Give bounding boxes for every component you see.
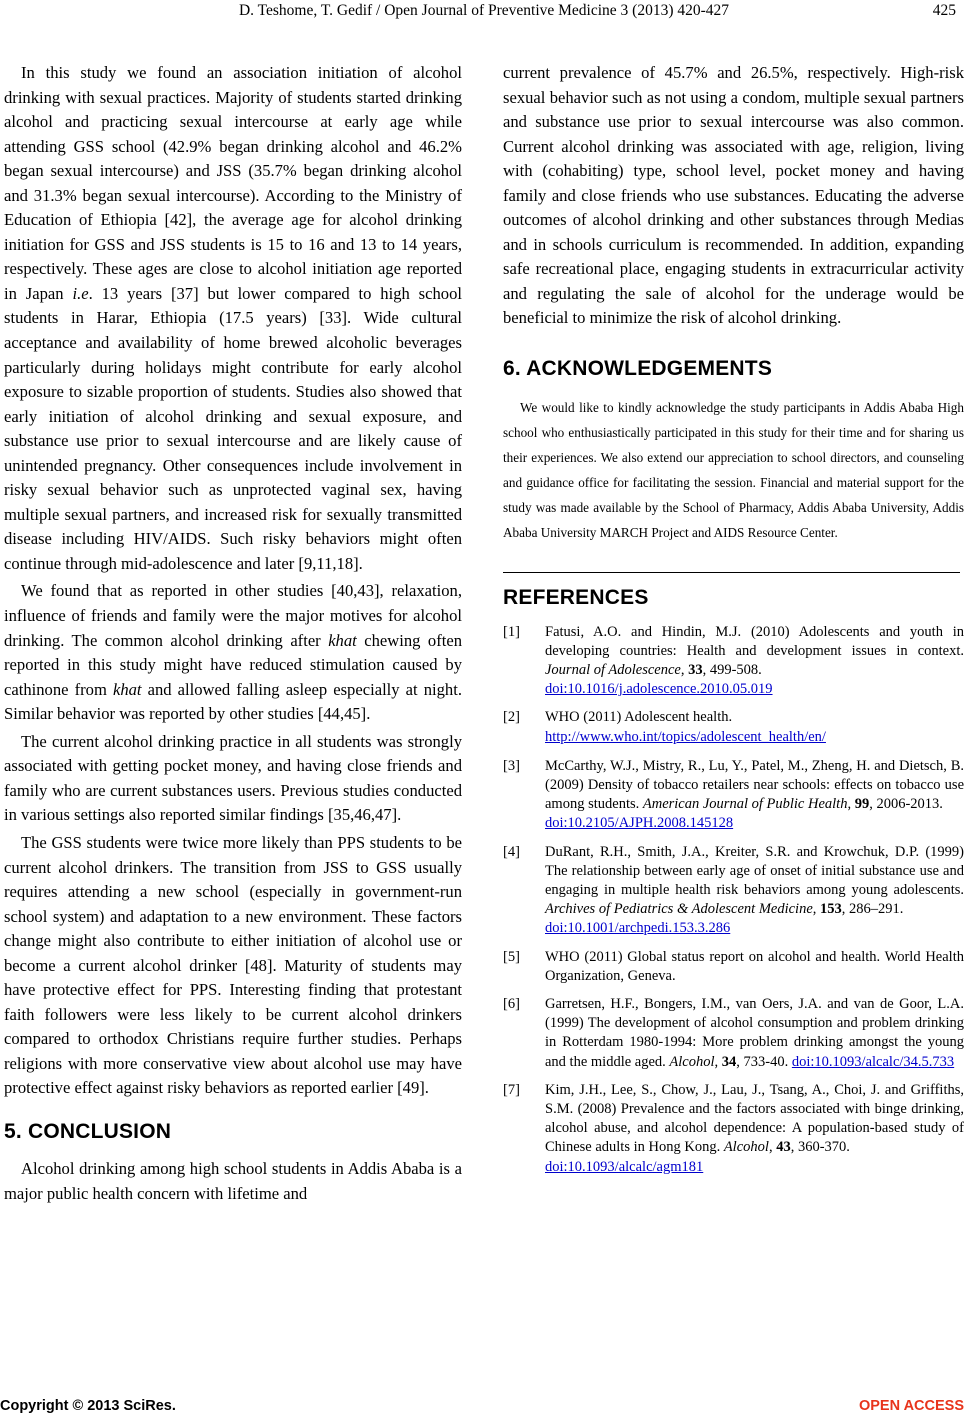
- paragraph: The GSS students were twice more likely than PPS students to be current alcohol drinkers. The transition from JSS to GSS usually requires attending a new school (especially in government-run school system) and adaptation to a new environment. These factors change might also contribute to either initiation of alcohol use or become a current alcohol drinker [48]. Maturity of students may have protective effect for PPS. Interesting finding that protestant faith followers were less likely to be current alcohol drinkers compared to orthodox Christians require further studies. Perhaps religions with more conservative view about alcohol use may have protective effect against risky behaviors as reported earlier [49].: [4, 832, 462, 1098]
- paragraph: current prevalence of 45.7% and 26.5%, respectively. High-risk sexual behavior such as not using a condom, multiple sexual partners and substance use prior to sexual intercourse was also common. Current alcohol drinking was associated with age, religion, living with (cohabiting) type, school level, pocket money and having family and close friends who use substances. Educating the adverse outcomes of alcohol drinking and other substances through Medias and in schools curriculum is recommended. In addition, expanding safe recreational place, engaging students in extracurricular activity and regulating the sale of alcohol for the underage would be beneficial to minimize the risk of alcohol drinking.: [503, 63, 964, 328]
- paragraph: In this study we found an association initiation of alcohol drinking with sexual practices. Majority of students started drinking alcohol and practicing sexual intercourse at early age while attending GSS school (42.9% began drinking alcohol and 46.2% began sexual intercourse) and JSS (35.7% began drinking alcohol and 31.3% began sexual intercourse). According to the Ministry of Education of Ethiopia [42], the average age for alcohol drinking initiation for GSS and JSS students is 15 to 16 and 13 to 14 years, respectively. These ages are close to alcohol initiation age reported in Japan i.e. 13 years [37] but lower compared to high school students in Harar, Ethiopia (17.5 years) [33]. Wide cultural acceptance and availability of home brewed alcoholic beverages particularly during holidays might contribute for early alcohol exposure to sizable proportion of students. Studies also showed that early initiation of alcohol drinking and sexual exposure, and substance use prior to sexual intercourse and are likely cause of unintended pregnancy. Other consequences include involvement in risky sexual behavior such as unprotected vaginal sex, having multiple sexual partners, and increased risk for sexually transmitted disease including HIV/AIDS. Such risky behaviors might often continue through mid-adolescence and later [9,11,18].: [4, 63, 463, 573]
- reference-list: [503, 623, 964, 1177]
- reference-item: [2] WHO (2011) Adolescent health. http://www.who.int/topics/adolescent_health/en/: [503, 709, 826, 745]
- reference-item: [6] Garretsen, H.F., Bongers, I.M., van Oers, J.A. and van de Goor, L.A. (1999) The development of alcohol consumption and problem drinking in Rotterdam 1980-1994: More problem drinking amongst the young and the middle aged. Alcohol, 34, 733-40. doi:10.1093/alcalc/34.5.733: [503, 996, 964, 1070]
- doi-link[interactable]: doi:10.1093/alcalc/agm181: [545, 1158, 704, 1175]
- doi-link[interactable]: doi:10.1093/alcalc/34.5.733: [791, 1053, 955, 1070]
- section-heading-references: REFERENCES: [503, 585, 649, 609]
- reference-item: [4] DuRant, R.H., Smith, J.A., Kreiter, S.R. and Krowchuk, D.P. (1999) The relationship between early age of onset of initial substance use and engaging in multiple health risk behaviors among young adolescents. Archives of Pediatrics & Adolescent Medicine, 153, 286–291. doi:10.1001/archpedi.153.3.286: [503, 843, 964, 937]
- copyright-footer: Copyright © 2013 SciRes.: [0, 1398, 176, 1414]
- open-access-footer: OPEN ACCESS: [858, 1398, 964, 1414]
- paragraph: Alcohol drinking among high school students in Addis Ababa is a major public health concern with lifetime and: [4, 1158, 462, 1203]
- reference-item: [5] WHO (2011) Global status report on alcohol and health. World Health Organization, Geneva.: [503, 948, 964, 984]
- running-title: D. Teshome, T. Gedif / Open Journal of Preventive Medicine 3 (2013) 420-427: [238, 2, 730, 19]
- reference-item: [3] McCarthy, W.J., Mistry, R., Lu, Y., Patel, M., Zheng, H. and Dietsch, B. (2009) Density of tobacco retailers near schools: effects on tobacco use among students. American Journal of Public Health, 99, 2006-2013. doi:10.2105/AJPH.2008.145128: [503, 757, 964, 832]
- running-header: [0, 2, 968, 20]
- divider: [503, 572, 960, 573]
- left-column: [4, 61, 462, 1206]
- reference-item: [7] Kim, J.H., Lee, S., Chow, J., Lau, J., Tsang, A., Choi, J. and Griffiths, S.M. (2008) Prevalence and the factors associated with binge drinking, alcohol abuse, and alcohol dependence: A population-based study of Chinese adults in Hong Kong. Alcohol, 43, 360-370. doi:10.1093/alcalc/agm181: [503, 1081, 964, 1175]
- page-number: 425: [932, 2, 956, 19]
- url-link[interactable]: http://www.who.int/topics/adolescent_health/en/: [545, 728, 826, 745]
- doi-link[interactable]: doi:10.1001/archpedi.153.3.286: [545, 920, 731, 937]
- paragraph: The current alcohol drinking practice in all students was strongly associated with getting pocket money, and having close friends and family who are current substances users. Previous studies conducted in various settings also reported similar findings [35,46,47].: [4, 731, 462, 825]
- doi-link[interactable]: doi:10.1016/j.adolescence.2010.05.019: [545, 681, 773, 698]
- paragraph: We found that as reported in other studies [40,43], relaxation, influence of friends and family were the major motives for alcohol drinking. The common alcohol drinking after khat chewing often reported in this study might have reduced stimulation caused by cathinone from khat and allowed falling asleep especially at night. Similar behavior was reported by other studies [44,45].: [4, 581, 463, 724]
- doi-link[interactable]: doi:10.2105/AJPH.2008.145128: [545, 815, 734, 832]
- section-heading-acknowledgements: 6. ACKNOWLEDGEMENTS: [503, 357, 773, 381]
- acknowledgements-text: We would like to kindly acknowledge the study participants in Addis Ababa High school who enthusiastically participated in this study for their time and for sharing us their experiences. We also extend our appreciation to school directors, and counseling and guidance office for facilitating the session. Financial and material support for the study was made available by the School of Pharmacy, Addis Ababa University, Addis Ababa University MARCH Project and AIDS Resource Center.: [503, 400, 964, 541]
- right-column: [503, 61, 964, 1177]
- reference-item: [1] Fatusi, A.O. and Hindin, M.J. (2010) Adolescents and youth in developing countries: Health and development issues in context. Journal of Adolescence, 33, 499-508. doi:10.1016/j.adolescence.2010.05.019: [503, 623, 964, 698]
- section-heading-conclusion: 5. CONCLUSION: [4, 1119, 172, 1143]
